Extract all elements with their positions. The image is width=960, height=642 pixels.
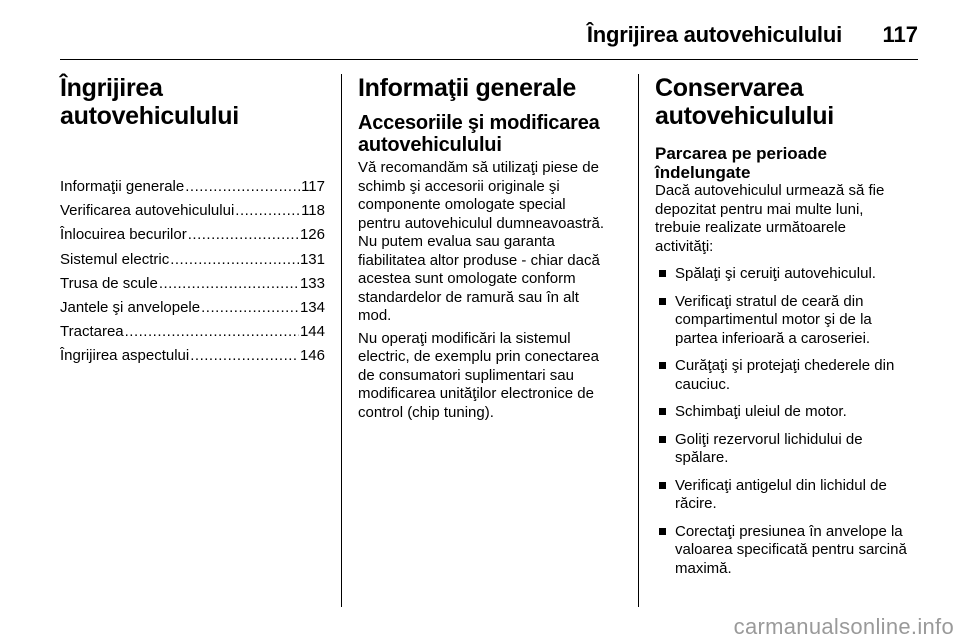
text-line: răcire. xyxy=(675,495,717,512)
square-bullet-icon xyxy=(659,408,666,415)
subsection-title-line-1: Accesoriile şi modificarea xyxy=(358,112,600,134)
text-line: control (chip tuning). xyxy=(358,403,494,421)
table-of-contents xyxy=(60,175,325,369)
text-line: maximă. xyxy=(675,559,732,577)
list-item xyxy=(655,293,923,349)
text-line: compartimentul motor şi de la xyxy=(675,311,872,328)
section-title-line-1: Conservarea xyxy=(655,74,804,102)
text-line: electric, de exemplu prin conectarea xyxy=(358,348,599,365)
text-line: fiabilitatea altor produse - chiar dacă xyxy=(358,251,600,269)
text-line: Verificaţi stratul de ceară din xyxy=(675,292,864,310)
toc-entry-label: Informaţii generale xyxy=(60,178,185,195)
toc-entry[interactable] xyxy=(60,344,325,368)
text-line: depozitat pentru mai multe luni, xyxy=(655,200,864,218)
toc-leader xyxy=(190,344,299,368)
text-line: schimb şi accesorii originale şi xyxy=(358,177,560,195)
square-bullet-icon xyxy=(659,482,666,489)
toc-entry[interactable] xyxy=(60,199,325,223)
chapter-title-line-1: Îngrijirea xyxy=(60,74,163,102)
square-bullet-icon xyxy=(659,528,666,535)
text-line: Vă recomandăm să utilizaţi piese de xyxy=(358,159,599,176)
text-line: Spălaţi şi ceruiţi autovehiculul. xyxy=(675,265,876,282)
subsection-title-line-1: Parcarea pe perioade xyxy=(655,144,827,163)
square-bullet-icon xyxy=(659,298,666,305)
toc-entry[interactable] xyxy=(60,320,325,344)
toc-entry-label: Îngrijirea aspectului xyxy=(60,347,190,365)
general-info-column xyxy=(358,74,623,426)
vehicle-storage-column xyxy=(655,74,923,578)
toc-entry-page: 134 xyxy=(299,299,325,317)
list-item xyxy=(655,403,923,422)
text-line: activităţi: xyxy=(655,237,714,255)
header-title: Îngrijirea autovehiculului xyxy=(586,22,842,47)
toc-leader xyxy=(159,272,299,296)
toc-leader xyxy=(170,248,299,272)
toc-entry-page: 146 xyxy=(299,347,325,365)
subsection-title xyxy=(358,112,623,156)
text-line: Goliţi rezervorul lichidului de xyxy=(675,430,863,448)
toc-entry[interactable] xyxy=(60,248,325,272)
chapter-title-line-2: autovehiculului xyxy=(60,102,239,130)
toc-entry[interactable] xyxy=(60,223,325,247)
watermark: carmanualsonline.info xyxy=(733,614,954,639)
list-item xyxy=(655,357,923,394)
toc-entry-label: Tractarea xyxy=(60,323,124,341)
section-title: Informaţii generale xyxy=(358,74,576,102)
toc-entry[interactable] xyxy=(60,175,325,199)
list-item xyxy=(655,431,923,468)
text-line: componente omologate special xyxy=(358,196,566,213)
toc-entry-label: Trusa de scule xyxy=(60,274,158,292)
toc-entry-page: 144 xyxy=(299,323,325,341)
toc-leader xyxy=(188,223,299,247)
text-line: Nu putem evalua sau garanta xyxy=(358,233,555,250)
toc-leader xyxy=(235,199,300,223)
square-bullet-icon xyxy=(659,362,666,369)
column-divider-1 xyxy=(341,74,342,607)
list-item xyxy=(655,477,923,514)
section-title xyxy=(655,74,923,130)
text-line: standardelor de ramură sau în alt xyxy=(358,288,579,306)
paragraph xyxy=(358,159,623,326)
text-line: modificarea unităţilor electronice de xyxy=(358,385,594,402)
text-line: partea inferioară a caroseriei. xyxy=(675,329,871,347)
text-line: Schimbaţi uleiul de motor. xyxy=(675,403,847,420)
paragraph xyxy=(358,330,623,423)
toc-entry-page: 117 xyxy=(301,178,325,195)
section-title-line-2: autovehiculului xyxy=(655,102,834,130)
text-line: pentru autovehiculul dumneavoastră. xyxy=(358,214,604,232)
square-bullet-icon xyxy=(659,270,666,277)
chapter-contents-column xyxy=(60,74,325,369)
toc-entry-label: Înlocuirea becurilor xyxy=(60,226,187,244)
column-divider-2 xyxy=(638,74,639,607)
text-line: cauciuc. xyxy=(675,375,731,393)
chapter-title xyxy=(60,74,325,130)
subsection-title-line-2: îndelungate xyxy=(655,163,751,182)
text-line: valoarea specificată pentru sarcină xyxy=(675,541,907,558)
text-line: Curăţaţi şi protejaţi chederele din xyxy=(675,357,895,374)
subsection-title-line-2: autovehiculului xyxy=(358,134,502,156)
toc-leader xyxy=(125,320,299,344)
toc-leader xyxy=(201,296,299,320)
header-rule xyxy=(60,59,918,60)
toc-entry-label: Sistemul electric xyxy=(60,250,170,268)
text-line: de consumatori suplimentari sau xyxy=(358,366,574,384)
toc-entry-page: 133 xyxy=(299,274,325,292)
text-line: trebuie realizate următoarele xyxy=(655,219,846,236)
toc-leader xyxy=(185,175,300,199)
toc-entry-page: 131 xyxy=(299,250,325,268)
list-item xyxy=(655,523,923,579)
toc-entry[interactable] xyxy=(60,296,325,320)
page-number: 117 xyxy=(882,22,918,47)
toc-entry-label: Jantele şi anvelopele xyxy=(60,299,201,317)
square-bullet-icon xyxy=(659,436,666,443)
text-line: Verificaţi antigelul din lichidul de xyxy=(675,476,887,494)
text-line: Corectaţi presiunea în anvelope la xyxy=(675,522,903,540)
text-line: spălare. xyxy=(675,449,729,466)
toc-entry-page: 126 xyxy=(299,226,325,244)
toc-entry[interactable] xyxy=(60,272,325,296)
text-line: mod. xyxy=(358,307,392,324)
paragraph xyxy=(655,182,923,256)
toc-entry-page: 118 xyxy=(301,202,325,220)
subsection-title xyxy=(655,144,923,182)
text-line: Dacă autovehiculul urmează să fie xyxy=(655,182,885,199)
list-item xyxy=(655,265,923,284)
text-line: Nu operaţi modificări la sistemul xyxy=(358,329,571,347)
storage-checklist xyxy=(655,265,923,578)
text-line: acestea sunt omologate conform xyxy=(358,270,576,287)
toc-entry-label: Verificarea autovehiculului xyxy=(60,202,235,220)
